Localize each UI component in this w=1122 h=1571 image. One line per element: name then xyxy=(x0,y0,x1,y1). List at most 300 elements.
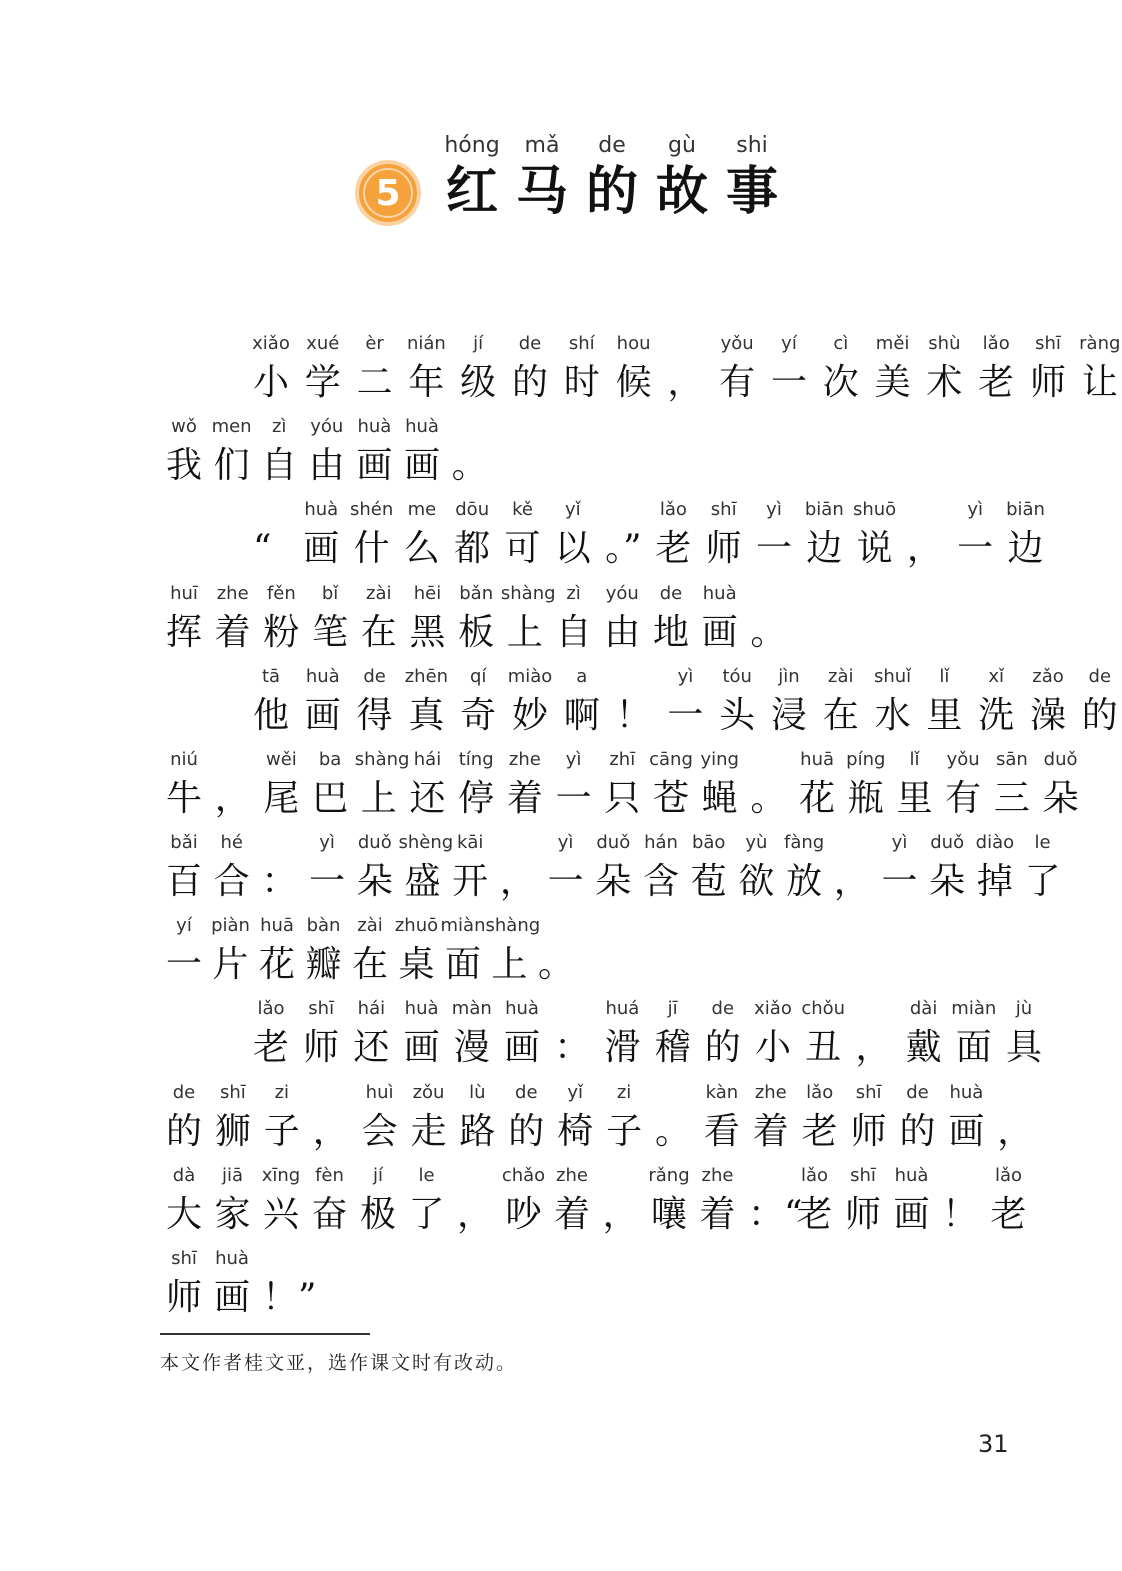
pinyin xyxy=(532,912,580,940)
pinyin: miàn xyxy=(951,998,997,1019)
text-line xyxy=(0,995,1122,1079)
punctuation xyxy=(494,829,542,907)
hanzi: 合 xyxy=(213,861,250,902)
syllable xyxy=(972,330,1020,408)
syllable xyxy=(398,829,454,907)
pinyin: zhī xyxy=(609,749,636,770)
pinyin: dōu xyxy=(455,499,490,520)
syllable xyxy=(750,496,798,574)
syllable xyxy=(351,829,399,907)
syllable xyxy=(842,746,890,824)
pinyin: huà xyxy=(702,583,737,604)
pinyin: yǒu xyxy=(946,749,980,770)
pinyin: wǒ xyxy=(171,416,197,437)
hanzi: 掉 xyxy=(976,861,1013,902)
hanzi: 都 xyxy=(454,528,491,569)
hanzi: 真 xyxy=(408,695,445,736)
syllable xyxy=(393,912,441,990)
hanzi: 椅 xyxy=(557,1111,594,1152)
hanzi: 红 xyxy=(445,161,498,222)
syllable xyxy=(247,330,295,408)
syllable xyxy=(1002,496,1050,574)
hanzi: ， xyxy=(855,1027,892,1068)
pinyin: de xyxy=(363,666,386,687)
syllable xyxy=(649,496,697,574)
pinyin: zì xyxy=(566,583,581,604)
pinyin xyxy=(255,829,303,857)
hanzi: 子 xyxy=(263,1111,300,1152)
hanzi: ： xyxy=(554,1027,591,1068)
hanzi: ！” xyxy=(262,1277,317,1318)
hanzi: 以 xyxy=(554,528,591,569)
pinyin xyxy=(256,1245,304,1273)
pinyin xyxy=(494,829,542,857)
pinyin xyxy=(597,1162,645,1190)
pinyin: huà xyxy=(404,998,439,1019)
pinyin: duǒ xyxy=(1043,749,1078,770)
hanzi: ， xyxy=(499,861,536,902)
pinyin: shén xyxy=(349,499,394,520)
pinyin xyxy=(849,995,897,1023)
hanzi: ， xyxy=(997,1111,1034,1152)
syllable xyxy=(558,663,606,741)
pinyin: duǒ xyxy=(357,832,392,853)
hanzi: 水 xyxy=(874,695,911,736)
pinyin: zi xyxy=(274,1082,290,1103)
title-syllable xyxy=(437,130,507,222)
pinyin: lǎo xyxy=(800,1165,829,1186)
hanzi: 欲 xyxy=(738,861,775,902)
hanzi: 故 xyxy=(655,161,708,222)
syllable xyxy=(900,995,948,1073)
pinyin: hóng xyxy=(444,133,500,158)
pinyin: rǎng xyxy=(648,1165,690,1186)
hanzi: 美 xyxy=(874,362,911,403)
pinyin: de xyxy=(515,1082,538,1103)
pinyin: de xyxy=(1088,666,1112,687)
syllable xyxy=(500,1162,548,1240)
pinyin: huī xyxy=(170,583,198,604)
hanzi: 画 xyxy=(403,1027,440,1068)
hanzi: 让 xyxy=(1081,362,1118,403)
hanzi: 面 xyxy=(444,944,481,985)
hanzi: 着 xyxy=(752,1111,789,1152)
syllable xyxy=(1019,829,1067,907)
pinyin: de xyxy=(906,1082,929,1103)
syllable xyxy=(951,496,999,574)
pinyin xyxy=(828,829,876,857)
pinyin xyxy=(901,496,949,524)
pinyin: jiā xyxy=(221,1165,244,1186)
hanzi: 一 xyxy=(547,861,584,902)
hanzi: 的 xyxy=(704,1027,741,1068)
hanzi: 的 xyxy=(1081,695,1118,736)
pinyin: shī xyxy=(219,1082,246,1103)
pinyin: shī xyxy=(308,998,335,1019)
pinyin: huì xyxy=(365,1082,394,1103)
syllable xyxy=(160,1079,208,1157)
hanzi: 一 xyxy=(957,528,994,569)
pinyin: huà xyxy=(215,1248,249,1269)
pinyin: zi xyxy=(616,1082,632,1103)
hanzi: ：“ xyxy=(748,1194,803,1235)
hanzi: 一 xyxy=(165,944,202,985)
syllable xyxy=(800,496,848,574)
syllable xyxy=(645,1162,693,1240)
pinyin: bàn xyxy=(306,915,341,936)
pinyin: shī xyxy=(710,499,737,520)
pinyin: zhe xyxy=(701,1165,734,1186)
hanzi: ， xyxy=(457,1194,494,1235)
pinyin: tíng xyxy=(458,749,494,770)
hanzi: 笔 xyxy=(312,612,349,653)
syllable xyxy=(610,330,658,408)
syllable xyxy=(257,1162,305,1240)
punctuation xyxy=(597,1162,645,1240)
hanzi: 小 xyxy=(754,1027,791,1068)
syllable xyxy=(160,912,208,990)
syllable xyxy=(551,1079,599,1157)
hanzi: 里 xyxy=(926,695,963,736)
pinyin xyxy=(936,1162,984,1190)
syllable xyxy=(347,995,395,1073)
hanzi: “ xyxy=(253,528,272,569)
pinyin: shuō xyxy=(852,499,897,520)
hanzi: 画 xyxy=(304,695,341,736)
hanzi: 们 xyxy=(213,445,250,486)
hanzi: 级 xyxy=(460,362,497,403)
text-line xyxy=(0,1162,1122,1246)
hanzi: 尾 xyxy=(263,778,300,819)
pinyin xyxy=(451,1162,499,1190)
pinyin: yí xyxy=(176,915,192,936)
hanzi: 朵 xyxy=(356,861,393,902)
pinyin: zǒu xyxy=(412,1082,445,1103)
pinyin: jù xyxy=(1015,998,1033,1019)
hanzi: 得 xyxy=(356,695,393,736)
pinyin: màn xyxy=(451,998,492,1019)
text-line xyxy=(0,580,1122,664)
hanzi: 滑 xyxy=(604,1027,641,1068)
syllable xyxy=(501,746,549,824)
syllable xyxy=(354,1162,402,1240)
syllable xyxy=(817,663,865,741)
pinyin: ying xyxy=(700,749,739,770)
syllable xyxy=(306,1162,354,1240)
hanzi: 上 xyxy=(506,612,543,653)
punctuation xyxy=(991,1079,1039,1157)
pinyin: zhuō xyxy=(394,915,439,936)
hanzi: ， xyxy=(906,528,943,569)
syllable xyxy=(851,496,899,574)
syllable xyxy=(258,1079,306,1157)
pinyin: zhe xyxy=(216,583,249,604)
punctuation xyxy=(256,1245,317,1323)
pinyin: lǎo xyxy=(994,1165,1023,1186)
syllable xyxy=(452,746,500,824)
pinyin: zì xyxy=(271,416,287,437)
syllable xyxy=(454,663,502,741)
syllable xyxy=(160,1245,208,1323)
syllable xyxy=(350,413,398,491)
syllable xyxy=(300,912,348,990)
syllable xyxy=(817,330,865,408)
hanzi: 师 xyxy=(705,528,742,569)
pinyin: yì xyxy=(319,832,335,853)
syllable xyxy=(247,663,295,741)
hanzi: 戴 xyxy=(905,1027,942,1068)
hanzi: 画 xyxy=(893,1194,930,1235)
pinyin: yǒu xyxy=(720,333,754,354)
hanzi: 粉 xyxy=(263,612,300,653)
hanzi: ， xyxy=(667,362,704,403)
pinyin: jī xyxy=(667,998,678,1019)
syllable xyxy=(694,1162,742,1240)
pinyin: miào xyxy=(507,666,553,687)
syllable xyxy=(257,746,305,824)
hanzi: 。 xyxy=(655,1111,692,1152)
syllable xyxy=(208,829,256,907)
pinyin: me xyxy=(407,499,437,520)
syllable xyxy=(845,1079,893,1157)
pinyin: yù xyxy=(745,832,768,853)
pinyin: duǒ xyxy=(930,832,965,853)
hanzi: 可 xyxy=(504,528,541,569)
hanzi: 稽 xyxy=(654,1027,691,1068)
hanzi: 一 xyxy=(770,362,807,403)
pinyin: huā xyxy=(260,915,294,936)
pinyin: shí xyxy=(568,333,595,354)
pinyin: shèng xyxy=(398,832,454,853)
hanzi: 画 xyxy=(948,1111,985,1152)
hanzi: 着 xyxy=(214,612,251,653)
pinyin: yì xyxy=(565,749,582,770)
hanzi: 边 xyxy=(1007,528,1044,569)
pinyin: lǎo xyxy=(257,998,285,1019)
punctuation xyxy=(610,663,658,741)
syllable xyxy=(747,1079,795,1157)
hanzi: 奋 xyxy=(311,1194,348,1235)
punctuation xyxy=(849,995,897,1073)
syllable xyxy=(454,330,502,408)
hanzi: 了 xyxy=(408,1194,445,1235)
hanzi: ： xyxy=(261,861,298,902)
hanzi: 含 xyxy=(642,861,679,902)
syllable xyxy=(402,330,450,408)
pinyin: gù xyxy=(668,133,696,158)
pinyin: zhēn xyxy=(404,666,449,687)
syllable xyxy=(257,580,305,658)
pinyin: bǐ xyxy=(321,583,339,604)
pinyin: bāo xyxy=(691,832,726,853)
hanzi: 地 xyxy=(652,612,689,653)
pinyin: qí xyxy=(469,666,487,687)
syllable xyxy=(403,1162,451,1240)
hanzi: 学 xyxy=(304,362,341,403)
pinyin: huà xyxy=(505,998,539,1019)
syllable xyxy=(791,1162,839,1240)
syllable xyxy=(920,330,968,408)
hanzi: ， xyxy=(312,1111,349,1152)
hanzi: 嚷 xyxy=(650,1194,687,1235)
syllable xyxy=(713,330,761,408)
pinyin: bǎn xyxy=(459,583,494,604)
hanzi: 会 xyxy=(361,1111,398,1152)
pinyin: xīng xyxy=(261,1165,301,1186)
pinyin: ba xyxy=(318,749,342,770)
pinyin: yóu xyxy=(310,416,344,437)
pinyin: cāng xyxy=(649,749,693,770)
text-line xyxy=(0,746,1122,830)
syllable xyxy=(208,413,256,491)
syllable xyxy=(647,580,695,658)
syllable xyxy=(839,1162,887,1240)
pinyin: zài xyxy=(357,915,383,936)
hanzi: 一 xyxy=(755,528,792,569)
hanzi: 具 xyxy=(1005,1027,1042,1068)
syllable xyxy=(160,746,208,824)
hanzi: 了 xyxy=(1024,861,1061,902)
hanzi: 由 xyxy=(308,445,345,486)
hanzi: 家 xyxy=(214,1194,251,1235)
pinyin: de xyxy=(172,1082,196,1103)
text-line xyxy=(0,1245,1122,1329)
pinyin: fèn xyxy=(315,1165,344,1186)
syllable xyxy=(796,1079,844,1157)
pinyin: jìn xyxy=(778,666,800,687)
hanzi: 花 xyxy=(258,944,295,985)
syllable xyxy=(356,1079,404,1157)
syllable xyxy=(920,663,968,741)
syllable xyxy=(550,746,598,824)
pinyin: huā xyxy=(800,749,835,770)
pinyin: huà xyxy=(894,1165,929,1186)
pinyin: tā xyxy=(261,666,281,687)
hanzi: 兴 xyxy=(262,1194,299,1235)
text-line xyxy=(0,1079,1122,1163)
pinyin xyxy=(446,413,494,441)
hanzi: ！ xyxy=(942,1194,979,1235)
pinyin: píng xyxy=(846,749,886,770)
pinyin: lǎo xyxy=(806,1082,834,1103)
syllable xyxy=(351,663,399,741)
hanzi: 盛 xyxy=(404,861,441,902)
syllable xyxy=(647,746,695,824)
pinyin: xiǎo xyxy=(252,333,290,354)
text-line xyxy=(0,496,1122,580)
syllable xyxy=(780,829,828,907)
syllable xyxy=(209,1079,257,1157)
syllable xyxy=(398,995,446,1073)
pinyin: hou xyxy=(616,333,651,354)
syllable xyxy=(405,1079,453,1157)
hanzi: 板 xyxy=(458,612,495,653)
syllable xyxy=(971,829,1019,907)
hanzi: 挥 xyxy=(165,612,202,653)
syllable xyxy=(502,1079,550,1157)
hanzi: 一 xyxy=(667,695,704,736)
punctuation xyxy=(548,995,596,1073)
pinyin xyxy=(247,496,295,524)
hanzi: 浸 xyxy=(770,695,807,736)
hanzi: 极 xyxy=(359,1194,396,1235)
pinyin: biān xyxy=(1006,499,1045,520)
hanzi: 走 xyxy=(410,1111,447,1152)
syllable xyxy=(208,1245,256,1323)
hanzi: 师 xyxy=(844,1194,881,1235)
hanzi: 只 xyxy=(604,778,641,819)
hanzi: 着 xyxy=(506,778,543,819)
hanzi: 画 xyxy=(701,612,738,653)
hanzi: 澡 xyxy=(1029,695,1066,736)
hanzi: 苞 xyxy=(690,861,727,902)
pinyin: zhe xyxy=(754,1082,787,1103)
pinyin xyxy=(610,663,658,691)
syllable xyxy=(1076,330,1122,408)
syllable xyxy=(506,330,554,408)
syllable xyxy=(713,663,761,741)
syllable xyxy=(485,912,541,990)
pinyin: hán xyxy=(644,832,678,853)
hanzi: 。 xyxy=(750,778,787,819)
syllable xyxy=(506,663,554,741)
pinyin: biān xyxy=(804,499,844,520)
syllable xyxy=(346,912,394,990)
hanzi: 一 xyxy=(309,861,346,902)
pinyin: měi xyxy=(875,333,910,354)
syllable xyxy=(498,995,546,1073)
footnote: 本文作者桂文亚，选作课文时有改动。 xyxy=(160,1352,518,1374)
pinyin: shī xyxy=(855,1082,882,1103)
hanzi: 什 xyxy=(353,528,390,569)
syllable xyxy=(207,912,255,990)
syllable xyxy=(398,496,446,574)
pinyin: huà xyxy=(949,1082,984,1103)
hanzi: 老 xyxy=(655,528,692,569)
hanzi: 漫 xyxy=(453,1027,490,1068)
hanzi: 瓶 xyxy=(847,778,884,819)
hanzi: 自 xyxy=(555,612,592,653)
hanzi: 看 xyxy=(703,1111,740,1152)
syllable xyxy=(398,413,446,491)
hanzi: 片 xyxy=(212,944,249,985)
pinyin: shī xyxy=(850,1165,876,1186)
pinyin: niú xyxy=(170,749,198,770)
hanzi: 师 xyxy=(1029,362,1066,403)
syllable xyxy=(448,496,496,574)
hanzi: 瓣 xyxy=(305,944,342,985)
hanzi: 大 xyxy=(165,1194,202,1235)
syllable xyxy=(548,1162,596,1240)
punctuation xyxy=(209,746,257,824)
hanzi: ， xyxy=(602,1194,639,1235)
syllable xyxy=(942,1079,990,1157)
hanzi: 路 xyxy=(459,1111,496,1152)
punctuation xyxy=(599,496,647,574)
pinyin: shù xyxy=(928,333,961,354)
syllable xyxy=(894,1079,942,1157)
hanzi: 一 xyxy=(555,778,592,819)
hanzi: 老 xyxy=(990,1194,1027,1235)
hanzi: 开 xyxy=(452,861,489,902)
pinyin: lǎo xyxy=(659,499,687,520)
hanzi: 。 xyxy=(538,944,575,985)
hanzi: 时 xyxy=(563,362,600,403)
syllable xyxy=(452,580,500,658)
hanzi: 师 xyxy=(165,1277,202,1318)
syllable xyxy=(869,330,917,408)
hanzi: 老 xyxy=(801,1111,838,1152)
